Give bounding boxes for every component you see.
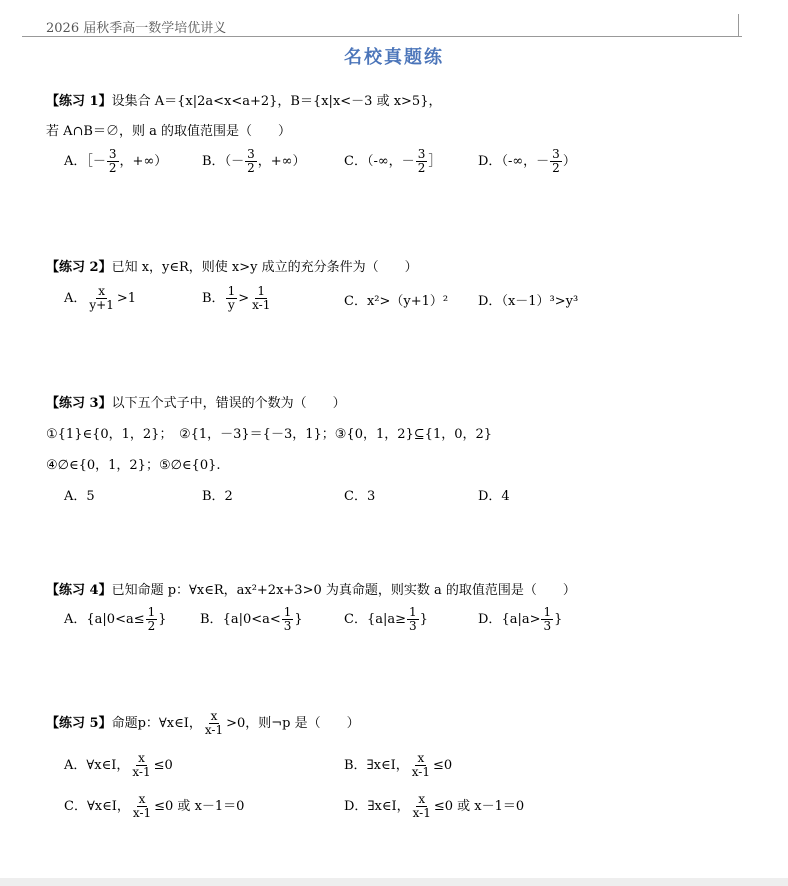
q1-stem-a: 设集合 A＝{x|2a<x<a+2}，B＝{x|x<－3 或 x>5}， [111, 94, 442, 109]
fraction: $\frac{3}{2}$ [552, 147, 560, 175]
q4-label: 【练习 4】 [46, 583, 112, 598]
q2-option-c: C．x²>（y+1）² [344, 294, 449, 309]
q5-option-c: C．∀x∈I， $\frac{x}{x-1}$ ≤0 或 x－1＝0 [64, 792, 245, 820]
fraction: $\frac{1}{3}$ [283, 605, 292, 633]
fraction: $\frac{1}{y}$ [227, 284, 236, 312]
fraction: $\frac{1}{x-1}$ [252, 284, 271, 312]
q5-stem: 【练习 5】命题p：∀x∈I， $\frac{x}{x-1}$ >0，则¬p 是（ ） [46, 709, 360, 737]
q4-option-b: B．{a|0<a< $\frac{1}{3}$ } [200, 605, 303, 633]
fraction: $\frac{x}{x-1}$ [204, 709, 224, 737]
q3-stem: 【练习 3】以下五个式子中，错误的个数为（ ） [46, 396, 346, 411]
q3-option-a: A．5 [64, 489, 95, 504]
q1-label: 【练习 1】 [46, 94, 112, 109]
q3-option-b: B．2 [202, 489, 233, 504]
fraction: $\frac{x}{x-1}$ [132, 751, 151, 779]
q1-option-c: C．（-∞，－ $\frac{3}{2}$ ］ [344, 147, 442, 175]
q2-option-b: B． $\frac{1}{y}$ > $\frac{1}{x-1}$ [202, 284, 271, 312]
q2-option-d: D．（x－1）³>y³ [478, 294, 579, 309]
q5-option-b: B．∃x∈I， $\frac{x}{x-1}$ ≤0 [344, 751, 453, 779]
header-rule [46, 36, 742, 37]
q5-option-d: D．∃x∈I， $\frac{x}{x-1}$ ≤0 或 x－1＝0 [344, 792, 525, 820]
crop-mark-left [22, 36, 46, 37]
fraction: $\frac{3}{2}$ [247, 147, 255, 175]
q1-option-a: A．［－ $\frac{3}{2}$ ，+∞） [64, 147, 168, 175]
q4-option-d: D．{a|a> $\frac{1}{3}$ } [478, 605, 563, 633]
fraction: $\frac{x}{x-1}$ [412, 792, 431, 820]
q2-stem: 【练习 2】已知 x，y∈R，则使 x>y 成立的充分条件为（ ） [46, 260, 418, 275]
running-header: 2026 届秋季高一数学培优讲义 [46, 21, 227, 36]
crop-mark-right [738, 14, 739, 36]
fraction: $\frac{3}{2}$ [417, 147, 426, 175]
fraction: $\frac{1}{3}$ [409, 605, 417, 633]
q1-stem-line2: 若 A∩B＝∅，则 a 的取值范围是（ ） [46, 124, 291, 139]
page-title: 名校真题练 [344, 47, 444, 68]
q3-line2: ④∅∈{0，1，2}；⑤∅∈{0}. [46, 458, 221, 473]
fraction: $\frac{1}{2}$ [147, 605, 156, 633]
q4-option-a: A．{a|0<a≤ $\frac{1}{2}$ } [64, 605, 167, 633]
fraction: $\frac{3}{2}$ [108, 147, 117, 175]
q2-option-a: A． $\frac{x}{y+1}$ >1 [64, 284, 137, 312]
q3-label: 【练习 3】 [46, 396, 112, 411]
q3-line1: ①{1}∈{0，1，2}； ②{1，－3}＝{－3，1}；③{0，1，2}⊆{1，0，2} [46, 427, 493, 442]
q1-option-d: D．（-∞，－ $\frac{3}{2}$ ） [478, 147, 576, 175]
q5-label: 【练习 5】 [46, 716, 112, 731]
page-bottom-edge [0, 878, 788, 886]
fraction: $\frac{x}{x-1}$ [411, 751, 430, 779]
q5-option-a: A．∀x∈I， $\frac{x}{x-1}$ ≤0 [64, 751, 173, 779]
q1-stem-line1 [46, 90, 441, 109]
q4-stem: 【练习 4】已知命题 p：∀x∈R，ax²+2x+3>0 为真命题，则实数 a 的取值范围是（ ） [46, 583, 576, 598]
q3-option-d: D．4 [478, 489, 510, 504]
q1-option-b: B．（－ $\frac{3}{2}$ ，+∞） [202, 147, 306, 175]
q3-option-c: C．3 [344, 489, 376, 504]
q2-label: 【练习 2】 [46, 260, 112, 275]
fraction: $\frac{x}{y+1}$ [89, 284, 114, 312]
q4-option-c: C．{a|a≥ $\frac{1}{3}$ } [344, 605, 428, 633]
fraction: $\frac{1}{3}$ [543, 605, 552, 633]
fraction: $\frac{x}{x-1}$ [132, 792, 152, 820]
